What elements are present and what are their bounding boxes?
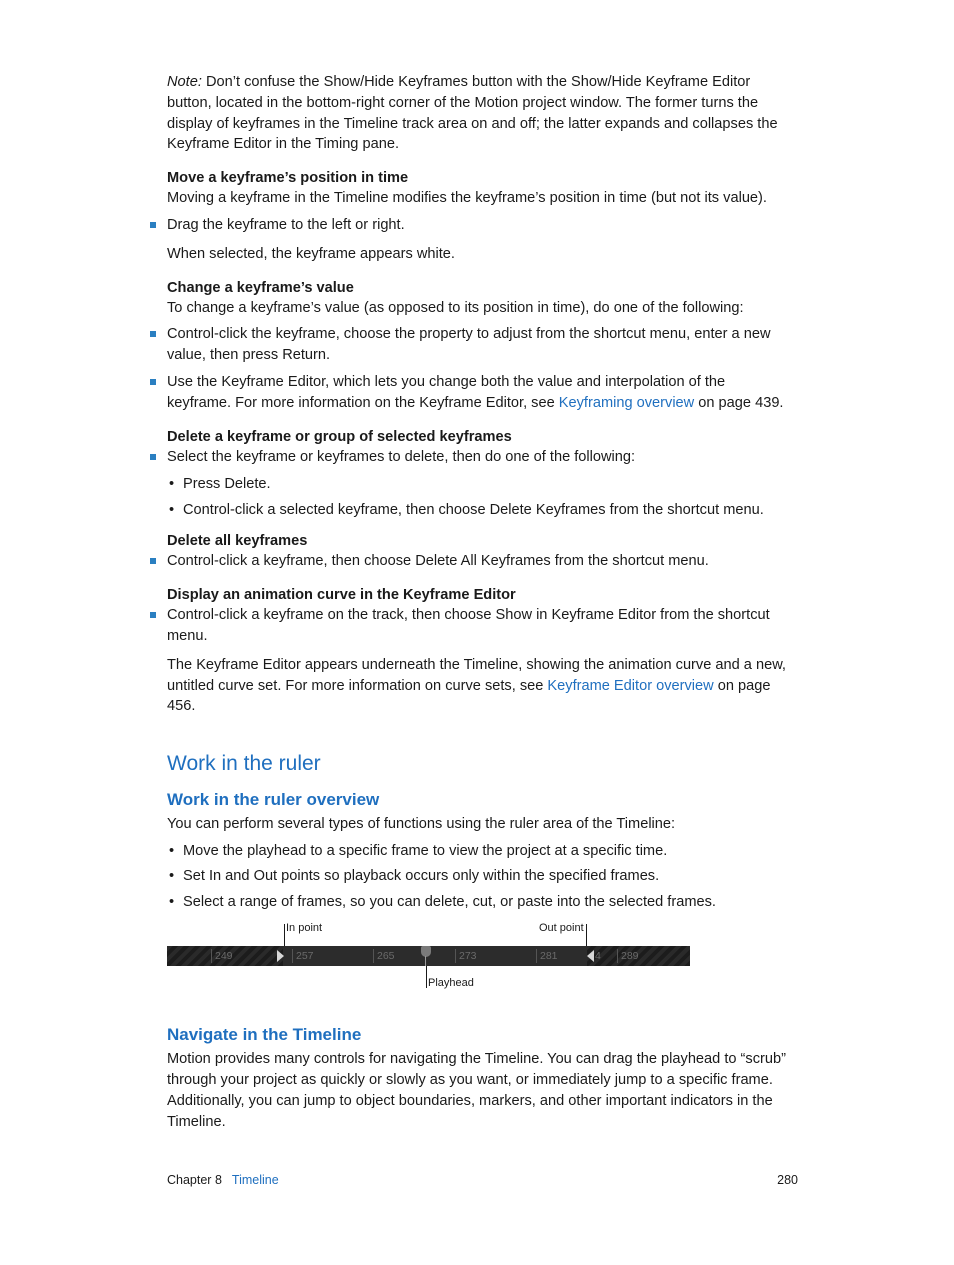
ruler-bullet-3-text: Select a range of frames, so you can delete, cut, or paste into the selected frames. xyxy=(183,893,716,910)
ruler-figure xyxy=(167,922,787,1004)
dot-bullet-icon: • xyxy=(169,843,175,860)
note-text: Don’t confuse the Show/Hide Keyframes button with the Show/Hide Keyframe Editor button, located in the bottom-right corner of the Motion project window. The former turns the display of keyframes in the Timeline track area on and off; the latter expands and collapses the Keyframe Editor in the Timing pane. xyxy=(167,74,778,153)
dot-bullet-icon: • xyxy=(169,501,175,518)
out-point-callout: Out point xyxy=(539,922,584,935)
timeline-ruler[interactable] xyxy=(167,946,690,966)
delete-sub-1-text: Press Delete. xyxy=(183,476,271,493)
display-step-text: Control-click a keyframe on the track, then choose Show in Keyframe Editor from the shortcut menu. xyxy=(167,607,770,645)
move-step-text: Drag the keyframe to the left or right. xyxy=(167,216,405,233)
dot-bullet-icon: • xyxy=(169,476,175,493)
document-page xyxy=(167,72,787,1133)
delete-all-title: Delete all keyframes xyxy=(167,533,308,550)
page-footer xyxy=(167,1173,798,1187)
ruler-tick: 281 xyxy=(536,949,558,963)
note-label: Note: xyxy=(167,74,202,90)
change-option-2 xyxy=(167,372,787,414)
change-option-2-text: Use the Keyframe Editor, which lets you change both the value and interpolation of the keyframe. For more information on the Keyframe Editor, see xyxy=(167,373,726,411)
subsection-heading-overview: Work in the ruler overview xyxy=(167,790,380,810)
move-intro: Moving a keyframe in the Timeline modifies the keyframe’s position in time (but not its value). xyxy=(167,190,767,207)
footer-chapter: Chapter 8 xyxy=(167,1173,222,1187)
display-paragraph xyxy=(167,655,787,717)
display-paragraph-text: The Keyframe Editor appears underneath the Timeline, showing the animation curve and a new, untitled curve set. For more information on curve sets, see xyxy=(167,656,786,694)
ruler-intro: You can perform several types of functions using the ruler area of the Timeline: xyxy=(167,816,676,833)
ruler-bullet-1-text: Move the playhead to a specific frame to view the project at a specific time. xyxy=(183,843,668,860)
display-title: Display an animation curve in the Keyframe Editor xyxy=(167,587,516,604)
square-bullet-icon xyxy=(150,558,156,564)
section-heading: Work in the ruler xyxy=(167,752,321,776)
square-bullet-icon xyxy=(150,331,156,337)
delete-selected-title: Delete a keyframe or group of selected keyframes xyxy=(167,428,512,445)
ruler-tick: 249 xyxy=(211,949,233,963)
display-step xyxy=(167,605,787,647)
footer-section-link[interactable]: Timeline xyxy=(231,1173,279,1187)
square-bullet-icon xyxy=(150,379,156,385)
subsection-heading-navigate: Navigate in the Timeline xyxy=(167,1025,362,1045)
note-paragraph xyxy=(167,72,787,155)
delete-all-step xyxy=(167,551,787,572)
out-point-marker-icon[interactable] xyxy=(587,950,594,962)
playhead-callout: Playhead xyxy=(428,977,474,990)
display-paragraph-page: on page 456. xyxy=(167,677,771,715)
delete-sub-2 xyxy=(167,500,787,521)
ruler-tick: 289 xyxy=(617,949,639,963)
ruler-tick: 265 xyxy=(373,949,395,963)
delete-sub-2-text: Control-click a selected keyframe, then choose Delete Keyframes from the shortcut menu. xyxy=(183,501,764,518)
change-title: Change a keyframe’s value xyxy=(167,279,354,296)
square-bullet-icon xyxy=(150,222,156,228)
in-point-leader xyxy=(284,924,285,946)
playhead-line xyxy=(425,956,426,966)
ruler-tick: 257 xyxy=(292,949,314,963)
keyframing-overview-link[interactable]: Keyframing overview xyxy=(558,394,695,411)
page-number: 280 xyxy=(777,1173,798,1187)
delete-all-step-text: Control-click a keyframe, then choose Delete All Keyframes from the shortcut menu. xyxy=(167,553,709,570)
ruler-bullet-1 xyxy=(167,841,787,862)
playhead-leader xyxy=(426,966,427,988)
ruler-bullet-2-text: Set In and Out points so playback occurs only within the specified frames. xyxy=(183,868,660,885)
move-result: When selected, the keyframe appears white. xyxy=(167,245,455,262)
square-bullet-icon xyxy=(150,454,156,460)
ruler-tick-partial: 4 xyxy=(595,950,601,963)
ruler-bullet-2 xyxy=(167,866,787,887)
delete-selected-step xyxy=(167,447,787,468)
square-bullet-icon xyxy=(150,612,156,618)
keyframe-editor-overview-link[interactable]: Keyframe Editor overview xyxy=(547,677,714,694)
in-point-marker-icon[interactable] xyxy=(277,950,284,962)
navigate-paragraph: Motion provides many controls for navigating the Timeline. You can drag the playhead to “scrub” through your project as quickly or slowly as you want, or immediately jump to a specific frame. Additionally, you can jump to object boundaries, markers, and other important indicators in the Timeline. xyxy=(167,1051,786,1130)
change-option-2-page: on page 439. xyxy=(694,394,784,411)
change-intro: To change a keyframe’s value (as opposed to its position in time), do one of the following: xyxy=(167,299,744,316)
move-title: Move a keyframe’s position in time xyxy=(167,170,409,187)
out-point-leader xyxy=(586,924,587,946)
delete-sub-1 xyxy=(167,474,787,495)
dot-bullet-icon: • xyxy=(169,868,175,885)
change-option-1 xyxy=(167,324,787,366)
in-point-callout: In point xyxy=(286,922,323,935)
ruler-bullet-3 xyxy=(167,892,787,913)
ruler-tick: 273 xyxy=(455,949,477,963)
dot-bullet-icon: • xyxy=(169,893,175,910)
change-option-1-text: Control-click the keyframe, choose the property to adjust from the shortcut menu, enter a new value, then press Return. xyxy=(167,326,771,364)
delete-selected-step-text: Select the keyframe or keyframes to delete, then do one of the following: xyxy=(167,448,636,465)
move-step xyxy=(167,215,787,236)
